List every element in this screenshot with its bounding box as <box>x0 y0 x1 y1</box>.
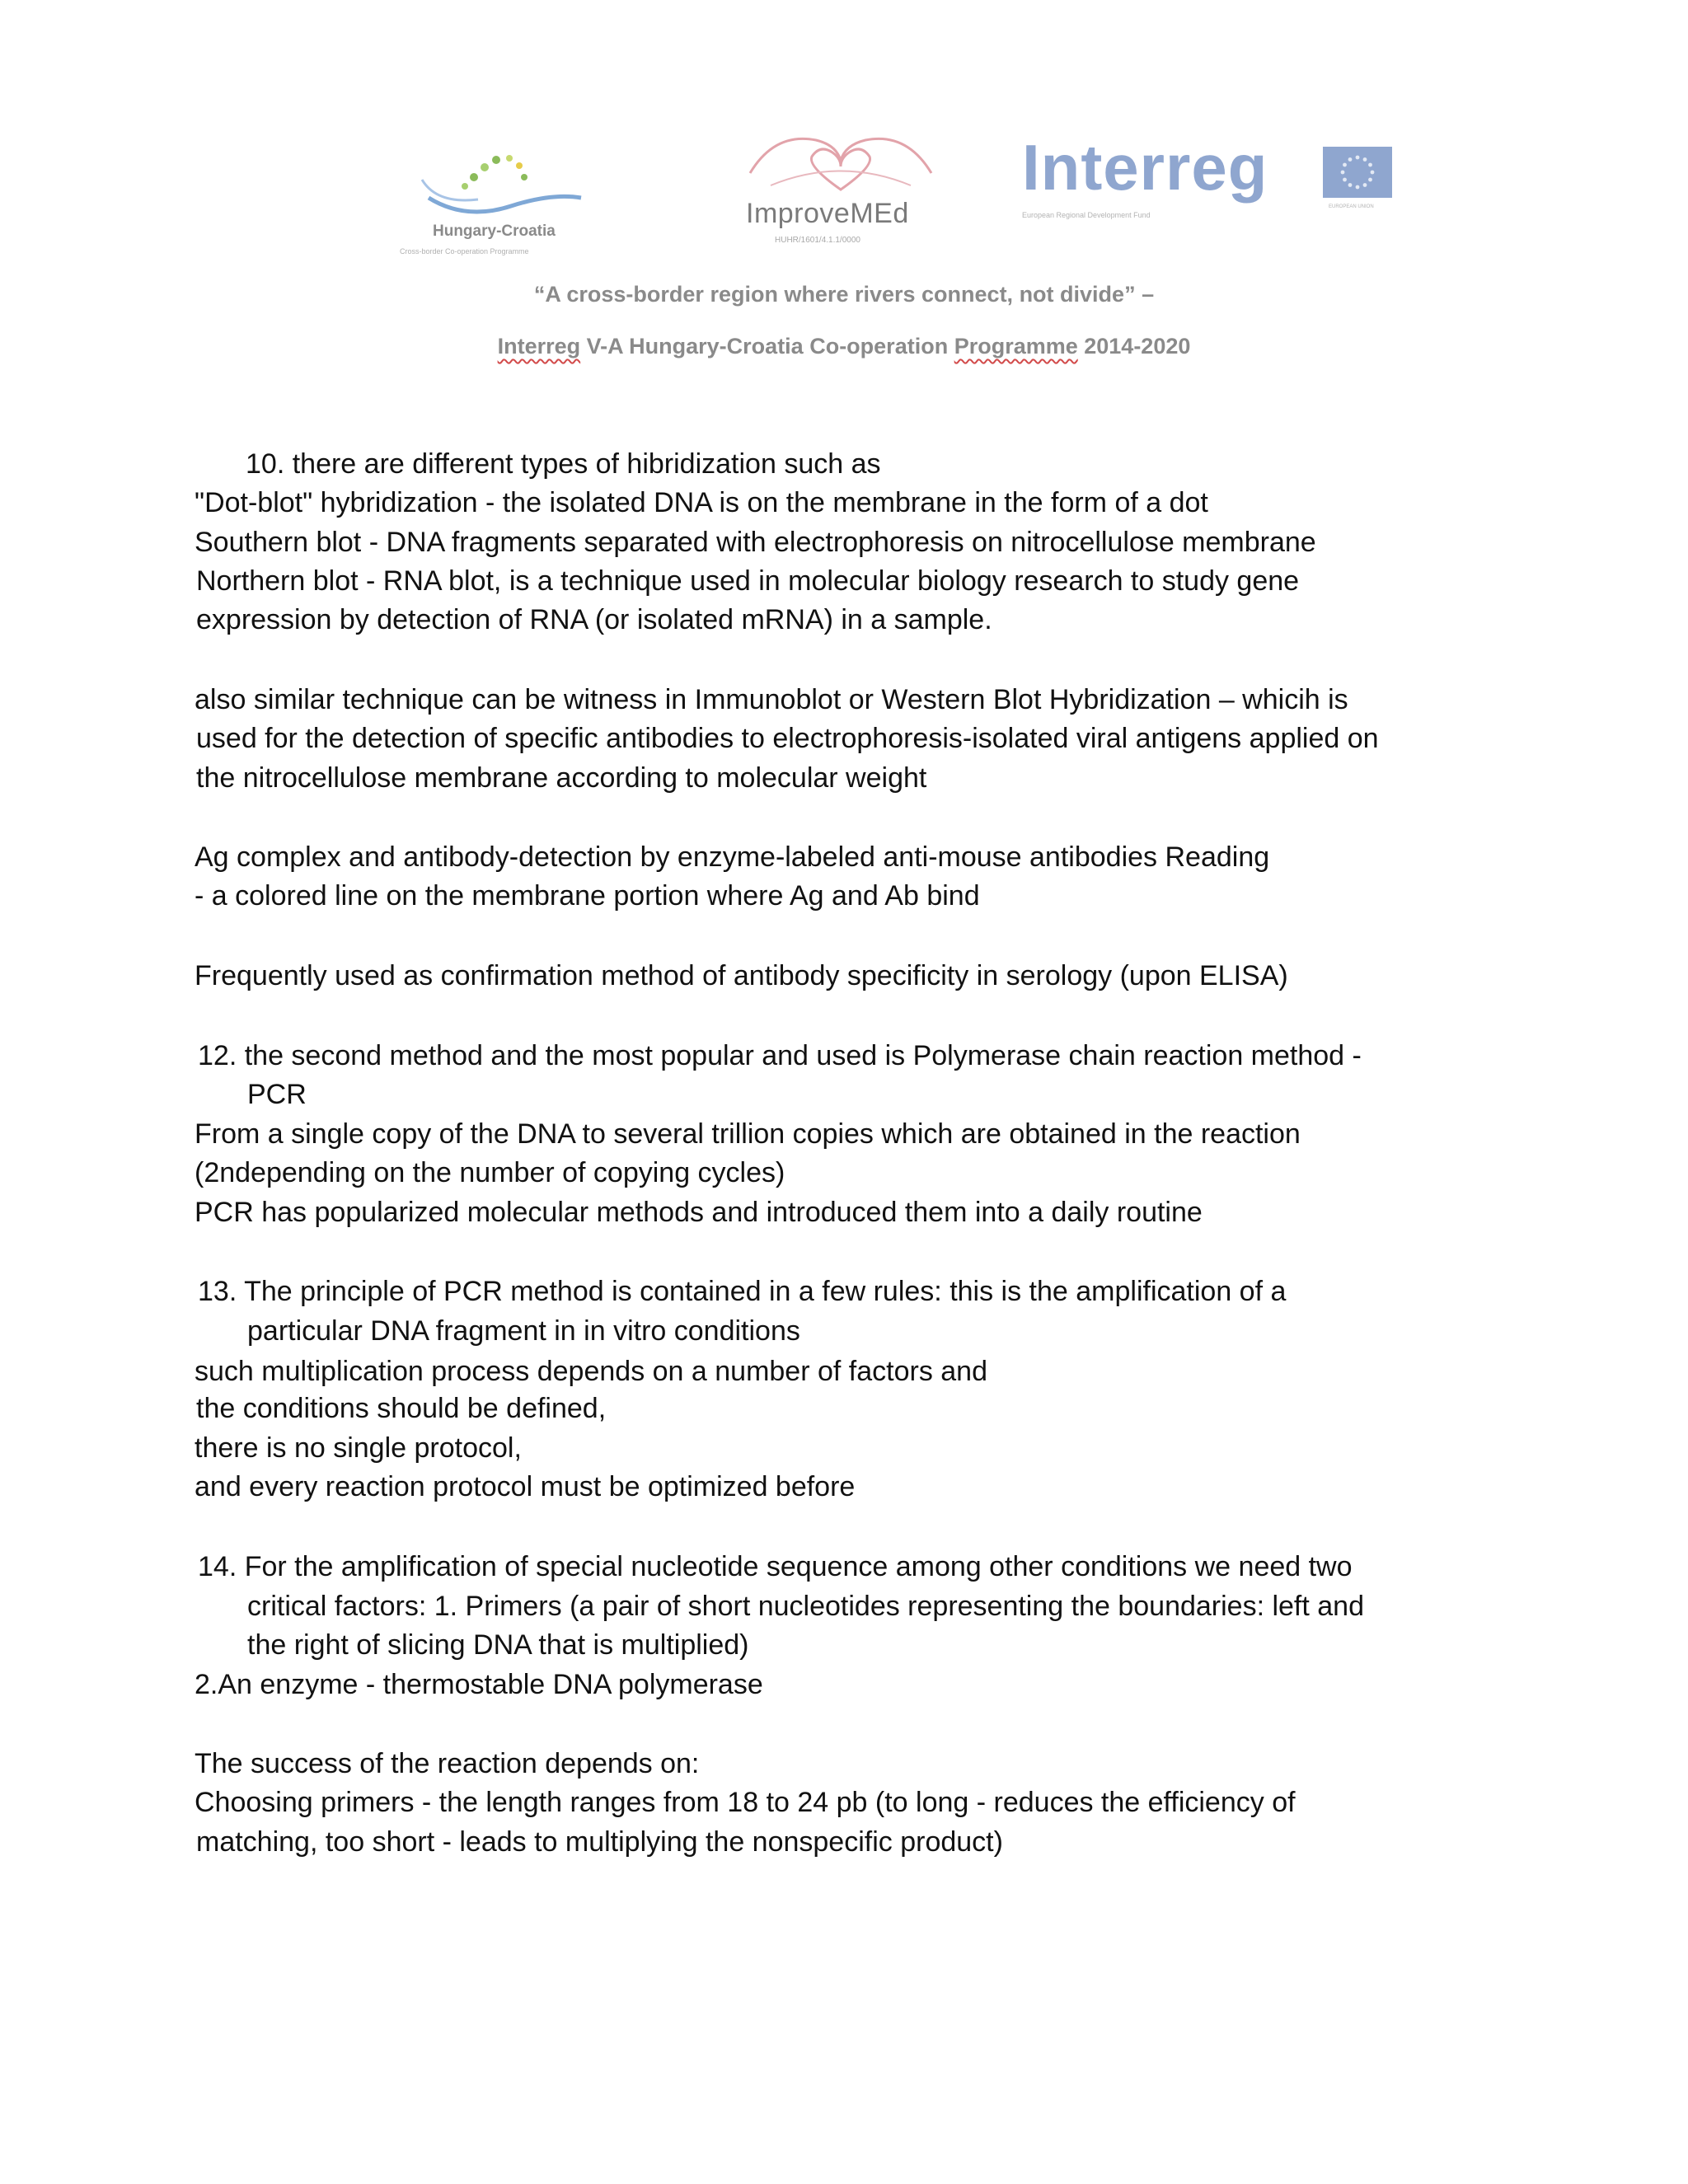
text-line: and every reaction protocol must be optimized before <box>195 1471 856 1502</box>
programme-title-part-2: V-A Hungary-Croatia Co-operation <box>580 334 954 359</box>
text-line: - a colored line on the membrane portion where Ag and Ab bind <box>195 880 980 912</box>
improvemed-code: HUHR/1601/4.1.1/0000 <box>775 236 860 245</box>
text-line: such multiplication process depends on a number of factors and <box>195 1356 987 1387</box>
text-line: expression by detection of RNA (or isolated mRNA) in a sample. <box>196 604 992 635</box>
text-line: also similar technique can be witness in Immunoblot or Western Blot Hybridization – whicih is <box>195 684 1348 715</box>
text-line: 14. For the amplification of special nucleotide sequence among other conditions we need two <box>198 1551 1353 1582</box>
text-line: the nitrocellulose membrane according to molecular weight <box>196 762 927 794</box>
programme-title-part-4: 2014-2020 <box>1077 334 1191 359</box>
text-line: Ag complex and antibody-detection by enzyme-labeled anti-mouse antibodies Reading <box>195 841 1270 873</box>
text-line: The success of the reaction depends on: <box>195 1748 700 1779</box>
text-line: "Dot-blot" hybridization - the isolated DNA is on the membrane in the form of a dot <box>195 487 1208 518</box>
programme-title-part-1: Interreg <box>497 334 581 359</box>
text-line: 10. there are different types of hibridization such as <box>246 448 881 480</box>
text-line: PCR <box>247 1079 307 1110</box>
text-line: PCR has popularized molecular methods and introduced them into a daily routine <box>195 1197 1203 1228</box>
text-line: particular DNA fragment in in vitro conditions <box>247 1315 800 1347</box>
text-line: Northern blot - RNA blot, is a technique used in molecular biology research to study gene <box>196 565 1300 597</box>
text-line: the right of slicing DNA that is multiplied) <box>247 1629 749 1661</box>
text-line: 13. The principle of PCR method is contained in a few rules: this is the amplification of a <box>198 1276 1287 1307</box>
text-line: Frequently used as confirmation method of antibody specificity in serology (upon ELISA) <box>195 960 1288 991</box>
text-line: 12. the second method and the most popular and used is Polymerase chain reaction method - <box>198 1040 1362 1071</box>
text-line: the conditions should be defined, <box>196 1393 607 1424</box>
text-line: Choosing primers - the length ranges from 18 to 24 pb (to long - reduces the efficiency of <box>195 1787 1296 1818</box>
text-line: 2.An enzyme - thermostable DNA polymerase <box>195 1669 763 1700</box>
text-line: Southern blot - DNA fragments separated with electrophoresis on nitrocellulose membrane <box>195 527 1316 558</box>
text-line: From a single copy of the DNA to several trillion copies which are obtained in the reaction <box>195 1118 1301 1150</box>
text-line: critical factors: 1. Primers (a pair of short nucleotides representing the boundaries: left and <box>247 1591 1365 1622</box>
programme-slogan: “A cross-border region where rivers connect, not divide” – <box>533 282 1155 307</box>
text-line: there is no single protocol, <box>195 1432 522 1464</box>
improvemed-name: ImproveMEd <box>746 198 909 229</box>
programme-title-part-3: Programme <box>954 334 1078 359</box>
text-line: used for the detection of specific antibodies to electrophoresis-isolated viral antigens applied on <box>196 723 1379 754</box>
text-line: (2ndepending on the number of copying cycles) <box>195 1157 785 1188</box>
text-line: matching, too short - leads to multiplying the nonspecific product) <box>196 1826 1003 1858</box>
hungary-croatia-name: Hungary-Croatia <box>433 223 556 240</box>
eu-label: EUROPEAN UNION <box>1329 204 1374 209</box>
hungary-croatia-subtitle: Cross-border Co-operation Programme <box>400 247 529 255</box>
interreg-name: Interreg <box>1022 131 1268 204</box>
interreg-subtitle: European Regional Development Fund <box>1022 211 1151 219</box>
